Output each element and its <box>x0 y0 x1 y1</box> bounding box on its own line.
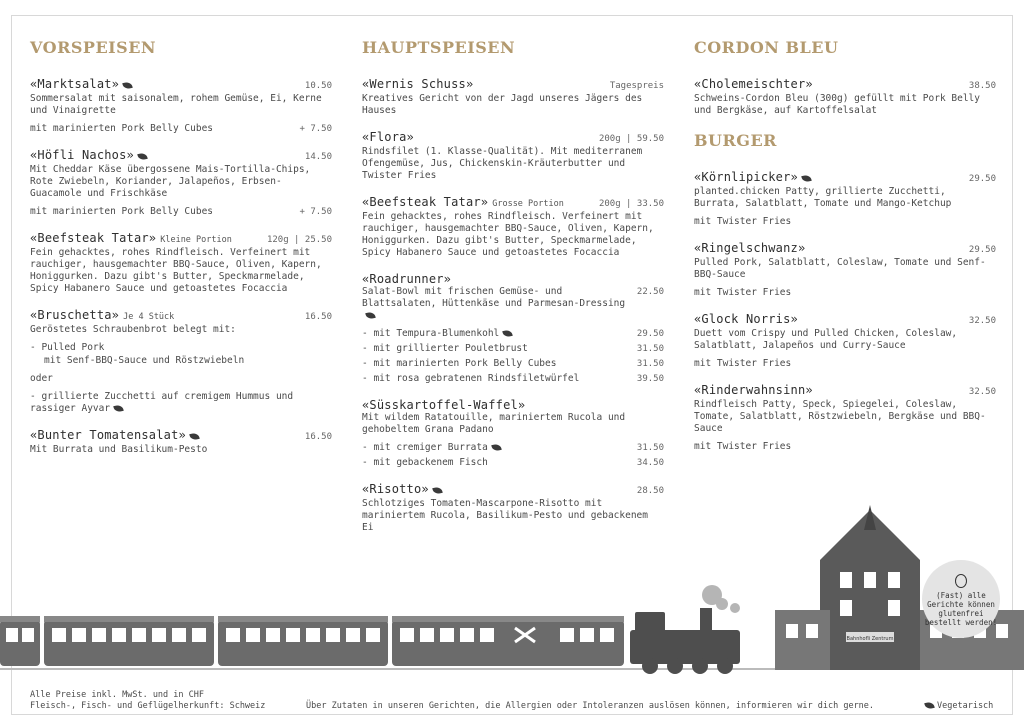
option-price: 34.50 <box>636 458 664 468</box>
item-name: «Marktsalat» <box>30 77 120 91</box>
item-name: «Bunter Tomatensalat» <box>30 428 186 442</box>
item-option: - Pulled Pork <box>30 342 105 353</box>
item-price: 38.50 <box>968 81 996 91</box>
wheat-icon <box>955 574 967 588</box>
option-price: 29.50 <box>636 329 664 339</box>
menu-item <box>362 399 664 469</box>
item-name: «Beefsteak Tatar» <box>30 231 157 245</box>
option-price: 31.50 <box>636 359 664 369</box>
item-extra: mit marinierten Pork Belly Cubes <box>30 123 214 134</box>
item-price: 32.50 <box>968 316 996 326</box>
item-description: Fein gehacktes, rohes Rindfleisch. Verfeinert mit rauchiger, hausgemachter BBQ-Sauce, Oliven, Kapern, Honiggurken. Dazu gibt's Butter, Speckmarmelade, Spicy Habanero Sauce und getoastetes Focaccia <box>362 211 654 258</box>
hauptspeisen-column <box>362 38 664 548</box>
menu-item <box>362 273 664 385</box>
menu-item <box>362 196 664 259</box>
item-extra: mit Twister Fries <box>694 441 792 452</box>
option-label: - mit gebackenem Fisch <box>362 457 488 468</box>
option-label: - mit grillierter Pouletbrust <box>362 343 528 354</box>
wagon-3 <box>218 616 388 666</box>
item-name: «Höfli Nachos» <box>30 148 134 162</box>
item-name: «Cholemeischter» <box>694 77 813 91</box>
item-description: Duett vom Crispy und Pulled Chicken, Coleslaw, Salatblatt, Jalapeños und Curry-Sauce <box>694 328 958 351</box>
item-name: «Glock Norris» <box>694 312 798 326</box>
item-description: Schlotziges Tomaten-Mascarpone-Risotto mit mariniertem Rucola, Basilikum-Pesto und gebackenem Ei <box>362 498 648 533</box>
item-name: «Risotto» <box>362 482 429 496</box>
menu-item <box>30 309 332 415</box>
item-or: oder <box>30 373 53 384</box>
item-description: Kreatives Gericht von der Jagd unseres Jägers des Hauses <box>362 93 643 116</box>
option-price: 39.50 <box>636 374 664 384</box>
item-name: «Beefsteak Tatar» <box>362 195 489 209</box>
option-list <box>362 442 664 469</box>
wagon-2 <box>44 616 214 666</box>
item-description: Pulled Pork, Salatblatt, Coleslaw, Tomate und Senf-BBQ-Sauce <box>694 257 986 280</box>
item-description: Mit Cheddar Käse übergossene Mais-Tortilla-Chips, Rote Zwiebeln, Koriander, Jalapeños, Erbsen-Guacamole und Frischkäse <box>30 164 311 199</box>
list-item <box>362 442 664 454</box>
vegetarian-leaf-icon <box>189 432 200 441</box>
item-price: 16.50 <box>304 432 332 442</box>
item-extra: mit Twister Fries <box>694 216 792 227</box>
item-description: Mit Burrata und Basilikum-Pesto <box>30 444 208 455</box>
item-description: Salat-Bowl mit frischen Gemüse- und Blattsalaten, Hüttenkäse und Parmesan-Dressing <box>362 286 626 309</box>
option-list <box>362 328 664 385</box>
train-station-illustration <box>0 500 1024 690</box>
item-note: Kleine Portion <box>160 235 232 245</box>
vegetarian-leaf-icon <box>122 81 133 90</box>
item-extra-price: + 7.50 <box>299 207 332 217</box>
menu-item <box>30 429 332 456</box>
item-option-detail: mit Senf-BBQ-Sauce und Röstzwiebeln <box>44 355 245 366</box>
item-name: «Flora» <box>362 130 414 144</box>
item-name: «Süsskartoffel-Waffel» <box>362 398 526 412</box>
list-item <box>362 373 664 385</box>
legend-label: Vegetarisch <box>937 701 994 711</box>
item-description: Mit wildem Ratatouille, mariniertem Rucola und gehobeltem Grana Padano <box>362 412 626 435</box>
list-item <box>362 358 664 370</box>
item-description: Geröstetes Schraubenbrot belegt mit: <box>30 324 236 335</box>
item-price: 120g | 25.50 <box>266 235 332 245</box>
item-note: Grosse Portion <box>492 199 564 209</box>
menu-item <box>694 242 996 299</box>
vegetarian-legend <box>925 701 993 711</box>
item-extra: mit marinierten Pork Belly Cubes <box>30 206 214 217</box>
list-item <box>362 343 664 355</box>
item-description: Sommersalat mit saisonalem, rohem Gemüse, Ei, Kerne und Vinaigrette <box>30 93 322 116</box>
list-item <box>362 457 664 469</box>
vegetarian-leaf-icon <box>503 329 514 338</box>
locomotive <box>630 608 740 674</box>
vegetarian-leaf-icon <box>113 404 124 413</box>
footer-line: Fleisch-, Fisch- und Geflügelherkunft: Schweiz <box>30 701 266 711</box>
item-description: Rindsfilet (1. Klasse-Qualität). Mit mediterranem Ofengemüse, Jus, Chickenskin-Kräuterbutter und Twister Fries <box>362 146 643 181</box>
menu-item <box>362 78 664 117</box>
vegetarian-leaf-icon <box>491 443 502 452</box>
item-note: Je 4 Stück <box>123 312 175 322</box>
item-name: «Bruschetta» <box>30 308 120 322</box>
menu-item <box>30 232 332 295</box>
list-item <box>362 328 664 340</box>
item-description: planted.chicken Patty, grillierte Zucchetti, Burrata, Salatblatt, Tomate und Mango-Ketchup <box>694 186 952 209</box>
option-price: 31.50 <box>636 344 664 354</box>
glutenfree-badge <box>922 560 1000 638</box>
item-name: «Rinderwahnsinn» <box>694 383 813 397</box>
menu-item <box>694 78 996 117</box>
item-name: «Körnlipicker» <box>694 170 798 184</box>
item-price: 32.50 <box>968 387 996 397</box>
item-price: 29.50 <box>968 245 996 255</box>
menu-item <box>694 313 996 370</box>
option-price: 31.50 <box>636 443 664 453</box>
item-price: 16.50 <box>304 312 332 322</box>
item-name: «Ringelschwanz» <box>694 241 806 255</box>
item-extra-price: + 7.50 <box>299 124 332 134</box>
item-extra: mit Twister Fries <box>694 287 792 298</box>
item-description: Schweins-Cordon Bleu (300g) gefüllt mit Pork Belly und Bergkäse, auf Kartoffelsalat <box>694 93 980 116</box>
section-title: HAUPTSPEISEN <box>362 38 516 57</box>
menu-item <box>694 384 996 453</box>
item-price: 10.50 <box>304 81 332 91</box>
menu-item <box>694 171 996 228</box>
cordon-burger-column <box>694 38 996 467</box>
option-label: - mit Tempura-Blumenkohl <box>362 328 500 339</box>
section-title: BURGER <box>694 131 777 150</box>
item-price: 14.50 <box>304 152 332 162</box>
badge-text: (Fast) alle Gerichte können glutenfrei bestellt werden! <box>924 591 998 627</box>
item-option: - grillierte Zucchetti auf cremigem Hummus und rassiger Ayvar <box>30 391 294 414</box>
item-price: 200g | 59.50 <box>598 134 664 144</box>
menu-item <box>362 131 664 182</box>
section-title: VORSPEISEN <box>30 38 157 57</box>
item-description: Rindfleisch Patty, Speck, Spiegelei, Coleslaw, Tomate, Salatblatt, Röstzwiebeln, Bergkäse und BBQ-Sauce <box>694 399 986 434</box>
footer-left <box>30 690 265 712</box>
section-title: CORDON BLEU <box>694 38 839 57</box>
item-name: «Wernis Schuss» <box>362 77 474 91</box>
allergen-note: Über Zutaten in unseren Gerichten, die Allergien oder Intoleranzen auslösen können, informieren wir dich gerne. <box>306 701 875 711</box>
menu-item <box>30 149 332 218</box>
option-label: - mit rosa gebratenen Rindsfiletwürfel <box>362 373 580 384</box>
option-label: - mit cremiger Burrata <box>362 442 488 453</box>
vegetarian-leaf-icon <box>924 701 935 710</box>
station-sign: Bahnhofli Zentrum <box>846 636 894 642</box>
option-label: - mit marinierten Pork Belly Cubes <box>362 358 557 369</box>
item-description: Fein gehacktes, rohes Rindfleisch. Verfeinert mit rauchiger, hausgemachter BBQ-Sauce, Oliven, Kapern, Honiggurken. Dazu gibt's Butter, Speckmarmelade, Spicy Habanero Sauce und getoastetes Focaccia <box>30 247 322 294</box>
item-price: 28.50 <box>636 486 664 496</box>
vorspeisen-column <box>30 38 332 470</box>
item-name: «Roadrunner» <box>362 272 452 286</box>
item-extra: mit Twister Fries <box>694 358 792 369</box>
item-price: 22.50 <box>636 287 664 297</box>
vegetarian-leaf-icon <box>801 174 812 183</box>
vegetarian-leaf-icon <box>432 486 443 495</box>
item-price: 200g | 33.50 <box>598 199 664 209</box>
footer-line: Alle Preise inkl. MwSt. und in CHF <box>30 690 204 700</box>
menu-item <box>30 78 332 135</box>
vegetarian-leaf-icon <box>137 152 148 161</box>
item-price: 29.50 <box>968 174 996 184</box>
item-price: Tagespreis <box>609 81 664 91</box>
vegetarian-leaf-icon <box>365 311 376 320</box>
